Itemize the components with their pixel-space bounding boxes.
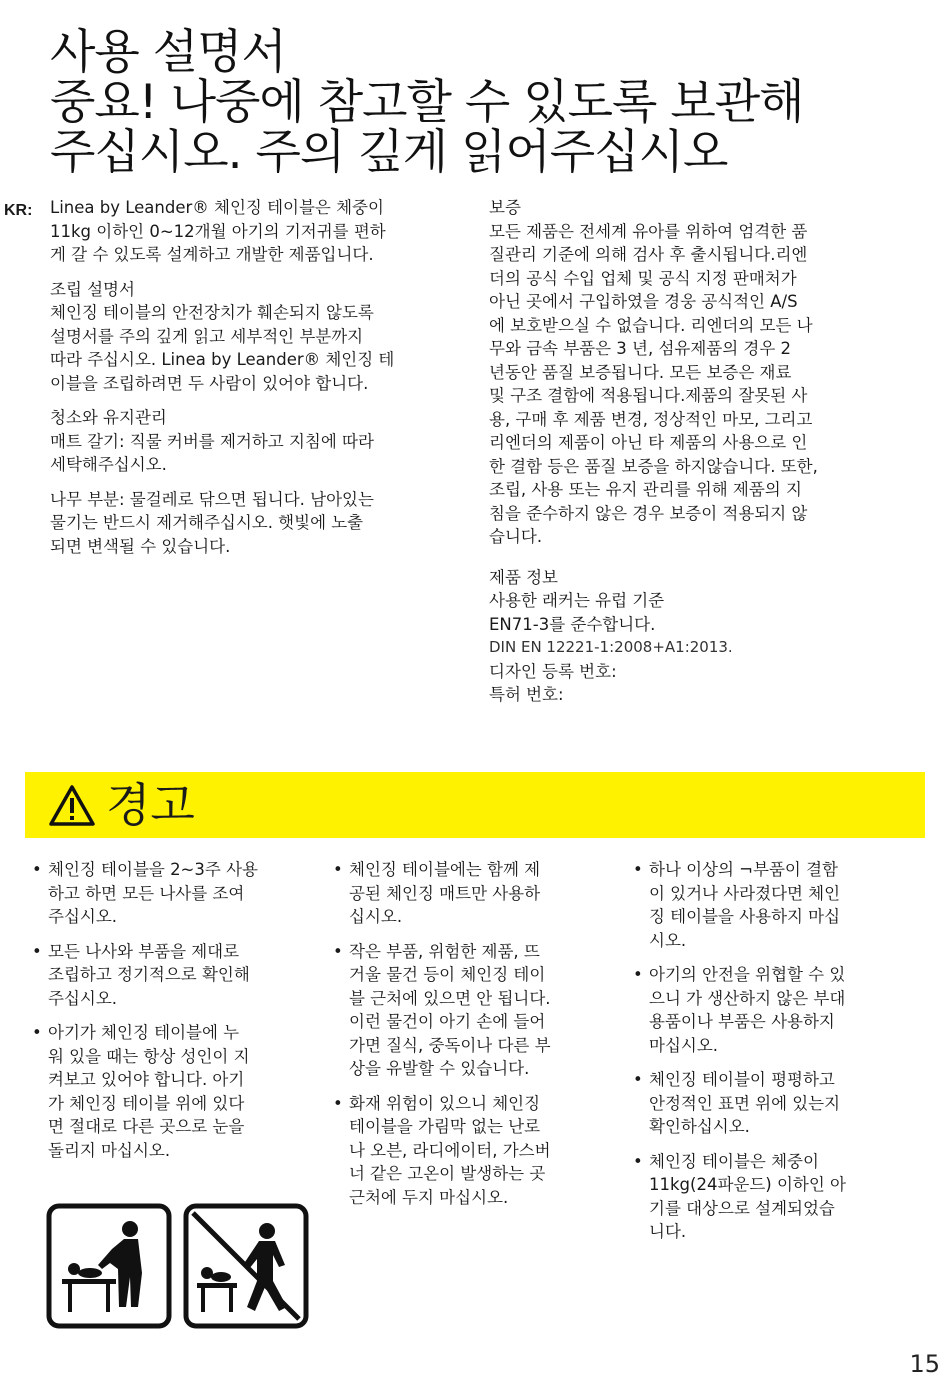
text-line: 상을 유발할 수 있습니다.	[349, 1059, 530, 1078]
text-line: 게 갈 수 있도록 설계하고 개발한 제품입니다.	[50, 245, 374, 264]
assembly-heading: 조립 설명서	[50, 279, 135, 299]
text-line: 워 있을 때는 항상 성인이 지	[48, 1046, 250, 1066]
text-line: • 하나 이상의 ¬부품이 결함	[649, 860, 838, 879]
text-line: Linea by Leander® 체인징 테이블은 체중이	[50, 198, 384, 217]
text-line: • 화재 위험이 있으니 체인징	[349, 1093, 541, 1113]
page-number: 15	[909, 1350, 940, 1378]
text-line: 되면 변색될 수 있습니다.	[50, 536, 231, 556]
text-line: 특허 번호:	[489, 685, 564, 704]
text-line: 확인하십시오.	[649, 1117, 750, 1136]
text-line: 조립, 사용 또는 유지 관리를 위해 제품의 지	[489, 480, 802, 499]
text-line: 가면 질식, 중독이나 다른 부	[349, 1035, 551, 1055]
warning-triangle-icon	[48, 784, 96, 828]
text-line: 면 절대로 다른 곳으로 눈을	[48, 1117, 245, 1136]
text-line: 에 보호받으실 수 없습니다. 리엔더의 모든 나	[489, 315, 813, 335]
text-line: • 체인징 테이블은 체중이	[649, 1151, 819, 1171]
text-line: 매트 갈기: 직물 커버를 제거하고 지침에 따라	[50, 431, 374, 451]
text-line: 사용한 래커는 유럽 기준	[489, 591, 665, 610]
text-line: 공된 체인징 매트만 사용하	[349, 883, 541, 903]
text-line: 주십시오.	[48, 907, 118, 926]
warning-title: 경고	[106, 778, 195, 832]
text-line: 11kg(24파운드) 이하인 아	[649, 1175, 846, 1194]
text-line: 질관리 기준에 의해 검사 후 출시됩니다.리엔	[489, 245, 808, 264]
text-line: 및 구조 결함에 적용됩니다.제품의 잘못된 사	[489, 386, 808, 405]
intro-paragraph	[50, 196, 465, 267]
text-line: 테이블을 가림막 없는 난로	[349, 1117, 541, 1136]
adult-supervision-pictogram	[46, 1203, 172, 1329]
text-line: • 체인징 테이블에는 함께 제	[349, 860, 541, 879]
text-line: EN71-3를 준수합니다.	[489, 614, 656, 634]
warning-item	[32, 858, 312, 929]
mat-paragraph	[50, 430, 465, 477]
text-line: 물기는 반드시 제거해주십시오. 햇빛에 노출	[50, 513, 364, 532]
warning-column-2	[333, 858, 610, 1220]
text-line: 디자인 등록 번호:	[489, 661, 617, 681]
title-line: 사용 설명서	[50, 25, 286, 80]
text-line: • 체인징 테이블이 평평하고	[649, 1070, 835, 1089]
text-line: 이 있거나 사라졌다면 체인	[649, 883, 841, 903]
text-line: • 체인징 테이블을 2~3주 사용	[48, 860, 258, 879]
text-line: 근처에 두지 마십시오.	[349, 1187, 509, 1207]
text-line: 용품이나 부품은 사용하지	[649, 1012, 835, 1031]
text-line: 하고 하면 모든 나사를 조여	[48, 883, 245, 903]
text-line: • 모든 나사와 부품을 제대로	[48, 941, 240, 961]
title-line: 주십시오. 주의 깊게 읽어주십시오	[50, 125, 728, 180]
text-line: 이블을 조립하려면 두 사람이 있어야 합니다.	[50, 373, 369, 393]
language-label: KR:	[4, 202, 33, 219]
cleaning-heading: 청소와 유지관리	[50, 408, 167, 427]
warning-item	[32, 1021, 312, 1162]
warranty-heading: 보증	[489, 198, 521, 217]
warning-column-3	[633, 858, 903, 1255]
warning-item	[633, 858, 903, 952]
text-line: • 아기가 체인징 테이블에 누	[48, 1023, 240, 1042]
text-line: 니다.	[649, 1222, 687, 1241]
text-line: 나 오븐, 라디에이터, 가스버	[349, 1140, 551, 1160]
text-line: • 아기의 안전을 위협할 수 있	[649, 965, 846, 984]
warning-item	[333, 858, 610, 929]
assembly-paragraph	[50, 301, 465, 395]
text-line: 가 체인징 테이블 위에 있다	[48, 1093, 245, 1113]
text-line: 마십시오.	[649, 1035, 719, 1055]
text-line: 용, 구매 후 제품 변경, 정상적인 마모, 그리고	[489, 409, 813, 429]
warning-item	[633, 1068, 903, 1139]
text-line: 설명서를 주의 깊게 읽고 세부적인 부분까지	[50, 326, 364, 346]
text-line: 십시오.	[349, 907, 403, 926]
text-line: 세탁해주십시오.	[50, 455, 167, 474]
standard-code: DIN EN 12221-1:2008+A1:2013.	[489, 638, 733, 656]
text-line: 블 근처에 있으면 안 됩니다.	[349, 988, 551, 1008]
warning-column-1	[32, 858, 312, 1173]
text-line: 습니다.	[489, 527, 543, 546]
text-line: 기를 대상으로 설계되었습	[649, 1198, 835, 1218]
wood-paragraph	[50, 488, 465, 559]
text-line: 주십시오.	[48, 988, 118, 1008]
warning-item	[333, 940, 610, 1081]
text-line: 돌리지 마십시오.	[48, 1140, 171, 1160]
text-line: 한 결함 등은 품질 보증을 하지않습니다. 또한,	[489, 456, 818, 476]
text-line: 더의 공식 수입 업체 및 공식 지정 판매처가	[489, 268, 797, 288]
text-line: 켜보고 있어야 합니다. 아기	[48, 1070, 245, 1089]
left-column	[50, 196, 465, 569]
product-info-heading: 제품 정보	[489, 567, 559, 587]
warning-item	[633, 1150, 903, 1244]
do-not-leave-unattended-pictogram	[183, 1203, 309, 1329]
warning-item	[32, 940, 312, 1011]
text-line: 11kg 이하인 0~12개월 아기의 기저귀를 편하	[50, 221, 386, 241]
text-line: 체인징 테이블의 안전장치가 훼손되지 않도록	[50, 303, 374, 322]
page-title	[50, 25, 930, 180]
text-line: 년동안 품질 보증됩니다. 모든 보증은 재료	[489, 362, 792, 382]
warning-item	[633, 963, 903, 1057]
text-line: 조립하고 정기적으로 확인해	[48, 965, 250, 984]
text-line: 안정적인 표면 위에 있는지	[649, 1093, 841, 1113]
right-column	[489, 196, 909, 707]
text-line: 리엔더의 제품이 아닌 타 제품의 사용으로 인	[489, 433, 808, 452]
text-line: • 작은 부품, 위험한 제품, 뜨	[349, 941, 540, 961]
text-line: 모든 제품은 전세계 유아를 위하여 엄격한 품	[489, 221, 808, 241]
text-line: 아닌 곳에서 구입하였을 경웅 공식적인 A/S	[489, 292, 798, 311]
warning-item	[333, 1092, 610, 1210]
text-line: 침을 준수하지 않은 경우 보증이 적용되지 않	[489, 503, 808, 523]
title-line: 중요! 나중에 참고할 수 있도록 보관해	[50, 75, 804, 130]
text-line: 무와 금속 부품은 3 년, 섬유제품의 경우 2	[489, 339, 792, 358]
text-line: 으니 가 생산하지 않은 부대	[649, 988, 846, 1008]
text-line: 나무 부분: 물걸레로 닦으면 됩니다. 남아있는	[50, 489, 374, 509]
warranty-paragraph	[489, 220, 909, 549]
text-line: 따라 주십시오. Linea by Leander® 체인징 테	[50, 350, 395, 369]
text-line: 너 같은 고온이 발생하는 곳	[349, 1164, 546, 1183]
text-line: 이런 물건이 아기 손에 들어	[349, 1012, 546, 1031]
text-line: 징 테이블을 사용하지 마십	[649, 907, 841, 926]
text-line: 시오.	[649, 930, 687, 950]
text-line: 거울 물건 등이 체인징 테이	[349, 965, 546, 984]
